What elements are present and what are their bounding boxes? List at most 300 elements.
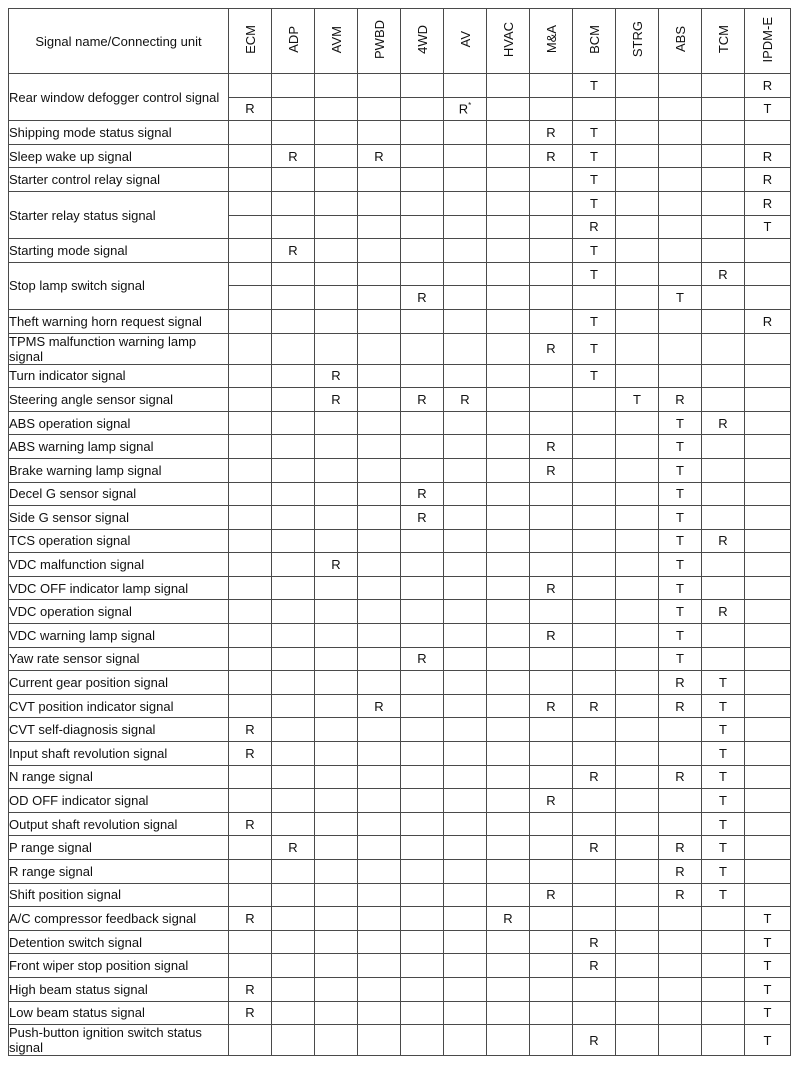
signal-mark-cell	[530, 812, 573, 836]
signal-mark-cell	[659, 1001, 702, 1025]
signal-mark-cell	[401, 907, 444, 931]
signal-mark-cell	[315, 647, 358, 671]
signal-mark-cell	[444, 860, 487, 884]
signal-mark-cell	[401, 309, 444, 333]
signal-mark-cell	[272, 789, 315, 813]
signal-mark-cell	[659, 121, 702, 145]
signal-mark-cell	[573, 907, 616, 931]
signal-mark-cell	[272, 1001, 315, 1025]
table-row	[9, 458, 791, 482]
signal-mark-cell	[487, 671, 530, 695]
signal-mark-cell	[444, 836, 487, 860]
signal-mark-cell	[229, 789, 272, 813]
signal-mark-cell	[358, 435, 401, 459]
signal-mark-cell	[530, 506, 573, 530]
signal-mark-cell: R	[530, 121, 573, 145]
signal-mark-cell: T	[659, 435, 702, 459]
signal-mark-cell	[272, 718, 315, 742]
signal-mark-cell	[358, 1025, 401, 1056]
signal-mark-cell: R	[229, 97, 272, 121]
signal-name-cell: A/C compressor feedback signal	[9, 907, 229, 931]
signal-mark-cell	[229, 1025, 272, 1056]
signal-mark-cell	[272, 694, 315, 718]
signal-mark-cell	[272, 482, 315, 506]
signal-mark-cell	[573, 388, 616, 412]
signal-name-cell: High beam status signal	[9, 977, 229, 1001]
signal-name-cell: Decel G sensor signal	[9, 482, 229, 506]
signal-mark-cell	[401, 836, 444, 860]
unit-label: BCM	[586, 25, 602, 54]
signal-mark-cell	[315, 765, 358, 789]
signal-mark-cell: R	[573, 1025, 616, 1056]
signal-mark-cell: T	[659, 647, 702, 671]
signal-mark-cell	[358, 883, 401, 907]
signal-mark-cell	[272, 74, 315, 98]
table-row	[9, 647, 791, 671]
signal-mark-cell	[702, 930, 745, 954]
signal-mark-cell: R	[229, 907, 272, 931]
unit-label: AVM	[328, 25, 344, 54]
signal-mark-cell	[444, 411, 487, 435]
signal-mark-cell	[315, 718, 358, 742]
table-row	[9, 333, 791, 364]
signal-mark-cell: R	[401, 506, 444, 530]
signal-name-cell: CVT position indicator signal	[9, 694, 229, 718]
signal-mark-cell	[530, 671, 573, 695]
signal-mark-cell: T	[702, 765, 745, 789]
unit-label: TCM	[715, 25, 731, 54]
signal-mark-cell	[745, 789, 791, 813]
signal-mark-cell	[616, 742, 659, 766]
signal-mark-cell	[745, 482, 791, 506]
signal-mark-cell	[573, 458, 616, 482]
signal-mark-cell	[487, 836, 530, 860]
signal-mark-cell	[272, 930, 315, 954]
signal-mark-cell: T	[702, 883, 745, 907]
signal-mark-cell	[315, 836, 358, 860]
signal-name-cell: Brake warning lamp signal	[9, 458, 229, 482]
signal-mark-cell	[745, 458, 791, 482]
signal-mark-cell	[573, 647, 616, 671]
signal-mark-cell: R	[573, 215, 616, 239]
signal-mark-cell	[315, 694, 358, 718]
unit-header-m-and-a	[530, 9, 573, 74]
signal-mark-cell	[358, 262, 401, 286]
signal-mark-cell	[702, 388, 745, 412]
signal-mark-cell	[487, 742, 530, 766]
header-row	[9, 9, 791, 74]
signal-mark-cell	[487, 191, 530, 215]
signal-mark-cell	[229, 624, 272, 648]
signal-mark-cell	[444, 907, 487, 931]
signal-mark-cell	[358, 333, 401, 364]
signal-mark-cell	[659, 309, 702, 333]
signal-mark-cell	[401, 694, 444, 718]
signal-mark-cell	[229, 168, 272, 192]
signal-mark-cell	[358, 860, 401, 884]
signal-mark-cell	[444, 1025, 487, 1056]
signal-mark-cell	[616, 215, 659, 239]
signal-mark-cell	[659, 333, 702, 364]
signal-mark-cell: R	[702, 600, 745, 624]
signal-mark-cell	[315, 954, 358, 978]
signal-name-cell: VDC warning lamp signal	[9, 624, 229, 648]
signal-mark-cell	[745, 836, 791, 860]
signal-mark-cell	[358, 286, 401, 310]
signal-mark-cell: R	[530, 789, 573, 813]
signal-mark-cell	[616, 930, 659, 954]
signal-mark-cell	[444, 168, 487, 192]
signal-mark-cell	[487, 529, 530, 553]
signal-name-cell: ABS operation signal	[9, 411, 229, 435]
signal-mark-cell	[745, 883, 791, 907]
signal-mark-cell	[272, 742, 315, 766]
table-row	[9, 600, 791, 624]
signal-mark-cell	[229, 883, 272, 907]
table-row	[9, 812, 791, 836]
unit-header-tcm	[702, 9, 745, 74]
signal-mark-cell	[229, 671, 272, 695]
signal-mark-cell	[444, 789, 487, 813]
signal-mark-cell	[616, 576, 659, 600]
signal-mark-cell	[487, 411, 530, 435]
signal-mark-cell	[358, 191, 401, 215]
signal-mark-cell	[745, 718, 791, 742]
table-row	[9, 168, 791, 192]
signal-mark-cell	[401, 168, 444, 192]
signal-mark-cell: T	[616, 388, 659, 412]
signal-mark-cell	[616, 836, 659, 860]
signal-mark-cell	[487, 74, 530, 98]
signal-mark-cell	[272, 97, 315, 121]
signal-mark-cell	[573, 883, 616, 907]
signal-mark-cell	[487, 812, 530, 836]
signal-mark-cell	[272, 553, 315, 577]
signal-mark-cell: T	[702, 812, 745, 836]
signal-mark-cell	[272, 600, 315, 624]
signal-name-column-header: Signal name/Connecting unit	[9, 9, 229, 74]
signal-mark-cell	[315, 411, 358, 435]
signal-mark-cell	[487, 1025, 530, 1056]
signal-mark-cell	[573, 482, 616, 506]
signal-mark-cell	[616, 812, 659, 836]
signal-mark-cell	[487, 364, 530, 388]
signal-mark-cell	[573, 529, 616, 553]
signal-mark-cell	[444, 286, 487, 310]
table-row	[9, 671, 791, 695]
signal-mark-cell	[315, 671, 358, 695]
signal-mark-cell	[444, 647, 487, 671]
signal-name-cell: R range signal	[9, 860, 229, 884]
signal-mark-cell	[401, 262, 444, 286]
signal-name-cell: VDC operation signal	[9, 600, 229, 624]
signal-mark-cell	[487, 883, 530, 907]
table-row	[9, 506, 791, 530]
signal-mark-cell	[444, 529, 487, 553]
signal-mark-cell	[315, 907, 358, 931]
signal-mark-cell	[616, 600, 659, 624]
signal-mark-cell	[358, 836, 401, 860]
signal-mark-cell	[444, 742, 487, 766]
signal-mark-cell	[358, 74, 401, 98]
signal-mark-cell	[702, 333, 745, 364]
signal-mark-cell	[358, 812, 401, 836]
signal-mark-cell	[616, 482, 659, 506]
signal-mark-cell	[444, 718, 487, 742]
signal-mark-cell: T	[659, 411, 702, 435]
signal-mark-cell	[358, 576, 401, 600]
table-row	[9, 930, 791, 954]
table-row	[9, 74, 791, 98]
signal-mark-cell	[487, 458, 530, 482]
signal-mark-cell	[272, 647, 315, 671]
signal-mark-cell	[745, 742, 791, 766]
signal-mark-cell	[487, 506, 530, 530]
unit-header-ecm	[229, 9, 272, 74]
signal-mark-cell	[530, 262, 573, 286]
signal-name-cell: Shipping mode status signal	[9, 121, 229, 145]
signal-mark-cell	[530, 553, 573, 577]
unit-header-hvac	[487, 9, 530, 74]
signal-name-cell: Yaw rate sensor signal	[9, 647, 229, 671]
signal-mark-cell	[702, 97, 745, 121]
signal-mark-cell	[487, 860, 530, 884]
signal-mark-cell	[272, 364, 315, 388]
signal-mark-cell	[401, 600, 444, 624]
table-row	[9, 954, 791, 978]
table-row	[9, 529, 791, 553]
table-row	[9, 907, 791, 931]
signal-mark-cell: R	[530, 624, 573, 648]
signal-mark-cell: R	[315, 364, 358, 388]
signal-mark-cell	[530, 647, 573, 671]
signal-mark-cell	[573, 553, 616, 577]
signal-mark-cell: R	[745, 191, 791, 215]
signal-mark-cell	[401, 883, 444, 907]
signal-mark-cell	[229, 458, 272, 482]
signal-mark-cell: T	[573, 168, 616, 192]
signal-mark-cell	[616, 1001, 659, 1025]
signal-mark-cell	[444, 458, 487, 482]
signal-mark-cell: T	[573, 74, 616, 98]
signal-mark-cell	[401, 215, 444, 239]
signal-mark-cell: R	[229, 742, 272, 766]
signal-mark-cell	[573, 411, 616, 435]
signal-mark-cell	[616, 718, 659, 742]
signal-mark-cell	[444, 435, 487, 459]
signal-mark-cell	[745, 506, 791, 530]
signal-mark-cell	[401, 954, 444, 978]
signal-mark-cell	[573, 718, 616, 742]
signal-mark-cell	[401, 977, 444, 1001]
signal-mark-cell: R	[401, 482, 444, 506]
signal-mark-cell	[745, 364, 791, 388]
signal-mark-cell	[659, 191, 702, 215]
signal-mark-cell	[315, 1001, 358, 1025]
signal-mark-cell	[444, 930, 487, 954]
signal-mark-cell: R	[444, 388, 487, 412]
signal-mark-cell	[745, 239, 791, 263]
signal-name-cell: TCS operation signal	[9, 529, 229, 553]
signal-mark-cell	[229, 121, 272, 145]
signal-mark-cell: R	[745, 309, 791, 333]
signal-mark-cell: T	[702, 836, 745, 860]
signal-mark-cell	[444, 191, 487, 215]
signal-mark-cell	[616, 458, 659, 482]
signal-mark-cell	[745, 624, 791, 648]
signal-mark-cell	[358, 458, 401, 482]
signal-mark-cell	[444, 553, 487, 577]
unit-label: ABS	[672, 26, 688, 53]
signal-mark-cell	[272, 506, 315, 530]
table-row	[9, 435, 791, 459]
signal-name-cell: Current gear position signal	[9, 671, 229, 695]
signal-mark-cell: R	[659, 671, 702, 695]
signal-mark-cell	[616, 954, 659, 978]
signal-mark-cell	[616, 97, 659, 121]
signal-mark-cell	[616, 435, 659, 459]
signal-mark-cell	[315, 529, 358, 553]
signal-mark-cell	[444, 812, 487, 836]
signal-mark-cell	[659, 262, 702, 286]
signal-name-cell: Starter relay status signal	[9, 191, 229, 238]
signal-mark-cell	[229, 191, 272, 215]
signal-mark-cell: R	[573, 765, 616, 789]
signal-mark-cell: T	[745, 1001, 791, 1025]
signal-mark-cell	[272, 860, 315, 884]
signal-mark-cell: R	[229, 977, 272, 1001]
signal-name-cell: Input shaft revolution signal	[9, 742, 229, 766]
signal-mark-cell	[444, 482, 487, 506]
unit-header-adp	[272, 9, 315, 74]
table-row	[9, 553, 791, 577]
signal-mark-cell: R	[530, 333, 573, 364]
signal-mark-cell	[616, 765, 659, 789]
signal-mark-cell	[530, 930, 573, 954]
signal-mark-cell: R	[745, 74, 791, 98]
signal-mark-cell	[573, 742, 616, 766]
signal-mark-cell	[487, 121, 530, 145]
signal-mark-cell	[315, 789, 358, 813]
signal-mark-cell	[745, 333, 791, 364]
signal-mark-cell	[315, 1025, 358, 1056]
signal-mark-cell	[616, 789, 659, 813]
signal-name-cell: Shift position signal	[9, 883, 229, 907]
signal-mark-cell	[530, 411, 573, 435]
unit-header-strg	[616, 9, 659, 74]
signal-mark-cell	[401, 860, 444, 884]
signal-mark-cell	[702, 215, 745, 239]
signal-mark-cell	[487, 97, 530, 121]
signal-mark-cell: R	[659, 860, 702, 884]
table-row	[9, 765, 791, 789]
signal-mark-cell: T	[573, 239, 616, 263]
signal-mark-cell	[616, 553, 659, 577]
signal-mark-cell: T	[659, 624, 702, 648]
signal-mark-cell: T	[745, 97, 791, 121]
signal-name-cell: Output shaft revolution signal	[9, 812, 229, 836]
signal-mark-cell	[487, 388, 530, 412]
table-row	[9, 144, 791, 168]
signal-mark-cell	[358, 482, 401, 506]
signal-mark-cell	[444, 765, 487, 789]
signal-mark-cell	[702, 624, 745, 648]
signal-mark-cell	[229, 506, 272, 530]
signal-mark-cell	[530, 529, 573, 553]
signal-mark-cell	[401, 191, 444, 215]
signal-mark-cell	[229, 694, 272, 718]
signal-mark-cell	[315, 883, 358, 907]
signal-mark-cell	[659, 977, 702, 1001]
signal-mark-cell	[272, 388, 315, 412]
signal-mark-cell	[487, 977, 530, 1001]
signal-mark-cell	[487, 718, 530, 742]
signal-mark-cell	[530, 765, 573, 789]
signal-mark-cell	[659, 168, 702, 192]
signal-mark-cell	[229, 333, 272, 364]
signal-mark-cell	[573, 600, 616, 624]
signal-mark-cell	[272, 168, 315, 192]
signal-mark-cell: T	[573, 364, 616, 388]
signal-mark-cell: R	[401, 388, 444, 412]
signal-mark-cell	[745, 529, 791, 553]
signal-mark-cell	[315, 624, 358, 648]
signal-mark-cell	[358, 647, 401, 671]
signal-mark-cell	[444, 364, 487, 388]
signal-mark-cell	[702, 482, 745, 506]
signal-mark-cell	[702, 435, 745, 459]
signal-mark-cell: R	[272, 239, 315, 263]
signal-mark-cell: T	[745, 977, 791, 1001]
signal-mark-cell	[702, 309, 745, 333]
signal-mark-cell	[315, 144, 358, 168]
signal-mark-cell	[659, 954, 702, 978]
signal-mark-cell: R	[659, 388, 702, 412]
signal-mark-cell	[401, 97, 444, 121]
signal-mark-cell	[401, 333, 444, 364]
unit-header-4wd	[401, 9, 444, 74]
signal-mark-cell	[401, 411, 444, 435]
signal-mark-cell	[530, 977, 573, 1001]
signal-mark-cell	[616, 364, 659, 388]
signal-mark-cell	[659, 907, 702, 931]
footnote-marker: *	[468, 101, 472, 111]
signal-mark-cell	[702, 74, 745, 98]
signal-mark-cell: R	[573, 694, 616, 718]
signal-mark-cell: T	[702, 860, 745, 884]
signal-mark-cell	[616, 647, 659, 671]
table-row	[9, 239, 791, 263]
unit-header-avm	[315, 9, 358, 74]
table-row	[9, 482, 791, 506]
signal-mark-cell	[487, 309, 530, 333]
signal-mark-cell: R	[530, 883, 573, 907]
signal-mark-cell	[702, 121, 745, 145]
signal-mark-cell	[401, 624, 444, 648]
signal-mark-cell	[702, 907, 745, 931]
signal-mark-cell: R	[358, 144, 401, 168]
signal-mark-cell	[530, 286, 573, 310]
signal-mark-cell	[659, 74, 702, 98]
signal-mark-cell	[272, 411, 315, 435]
table-row	[9, 576, 791, 600]
signal-name-cell: VDC malfunction signal	[9, 553, 229, 577]
signal-mark-cell	[573, 860, 616, 884]
signal-mark-cell	[229, 144, 272, 168]
signal-mark-cell	[358, 215, 401, 239]
signal-name-cell: Low beam status signal	[9, 1001, 229, 1025]
signal-mark-cell	[315, 977, 358, 1001]
